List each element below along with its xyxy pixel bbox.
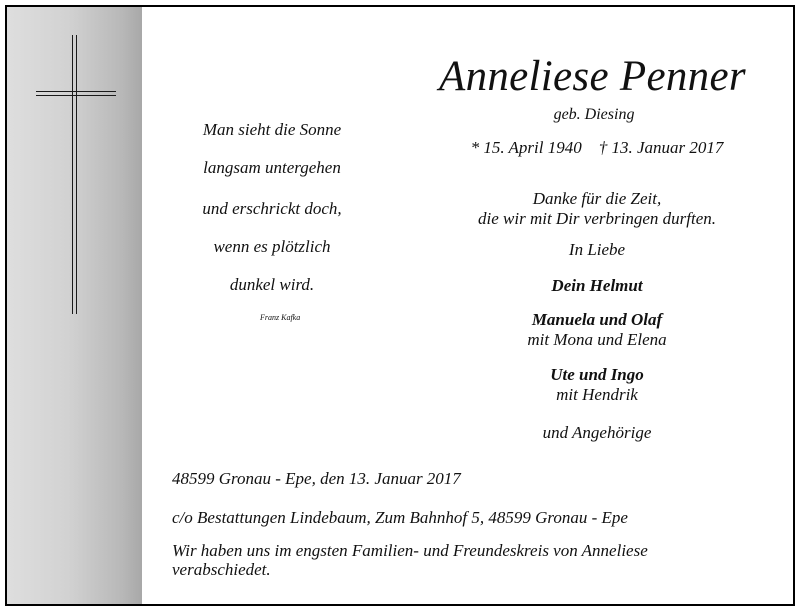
gray-side-band bbox=[7, 7, 142, 604]
in-love-text: In Liebe bbox=[568, 240, 626, 259]
farewell-note-line-2: verabschiedet. bbox=[172, 560, 271, 579]
poem-line-1: Man sieht die Sonne bbox=[202, 120, 342, 139]
funeral-home-address: c/o Bestattungen Lindebaum, Zum Bahnhof 5, 48599 Gronau - Epe bbox=[172, 508, 628, 527]
place-date: 48599 Gronau - Epe, den 13. Januar 2017 bbox=[172, 469, 461, 488]
maiden-name: geb. Diesing bbox=[553, 106, 635, 123]
life-dates: * 15. April 1940 † 13. Januar 2017 bbox=[470, 138, 724, 157]
mourner-2-sub: mit Mona und Elena bbox=[527, 330, 667, 349]
cross-icon-line bbox=[76, 35, 77, 314]
poem-line-5: dunkel wird. bbox=[229, 275, 315, 294]
mourner-3-sub: mit Hendrik bbox=[556, 385, 638, 404]
obituary-notice bbox=[5, 5, 795, 606]
poem-line-2: langsam untergehen bbox=[203, 158, 341, 177]
cross-icon-bar-2 bbox=[36, 95, 116, 96]
poem-author: Franz Kafka bbox=[260, 313, 301, 322]
cross-icon bbox=[72, 35, 73, 314]
thanks-line-1: Danke für die Zeit, bbox=[532, 189, 662, 208]
mourner-2: Manuela und Olaf bbox=[531, 310, 663, 329]
deceased-name: Anneliese Penner bbox=[439, 53, 746, 100]
poem-line-4: wenn es plötzlich bbox=[213, 237, 331, 256]
poem-line-3: und erschrickt doch, bbox=[202, 199, 342, 218]
relatives-text: und Angehörige bbox=[542, 423, 652, 442]
mourner-3: Ute und Ingo bbox=[550, 365, 644, 384]
cross-icon-bar bbox=[36, 91, 116, 92]
mourner-1: Dein Helmut bbox=[551, 276, 643, 295]
farewell-note-line-1: Wir haben uns im engsten Familien- und Freundeskreis von Anneliese bbox=[172, 541, 648, 560]
thanks-line-2: die wir mit Dir verbringen durften. bbox=[478, 209, 716, 228]
